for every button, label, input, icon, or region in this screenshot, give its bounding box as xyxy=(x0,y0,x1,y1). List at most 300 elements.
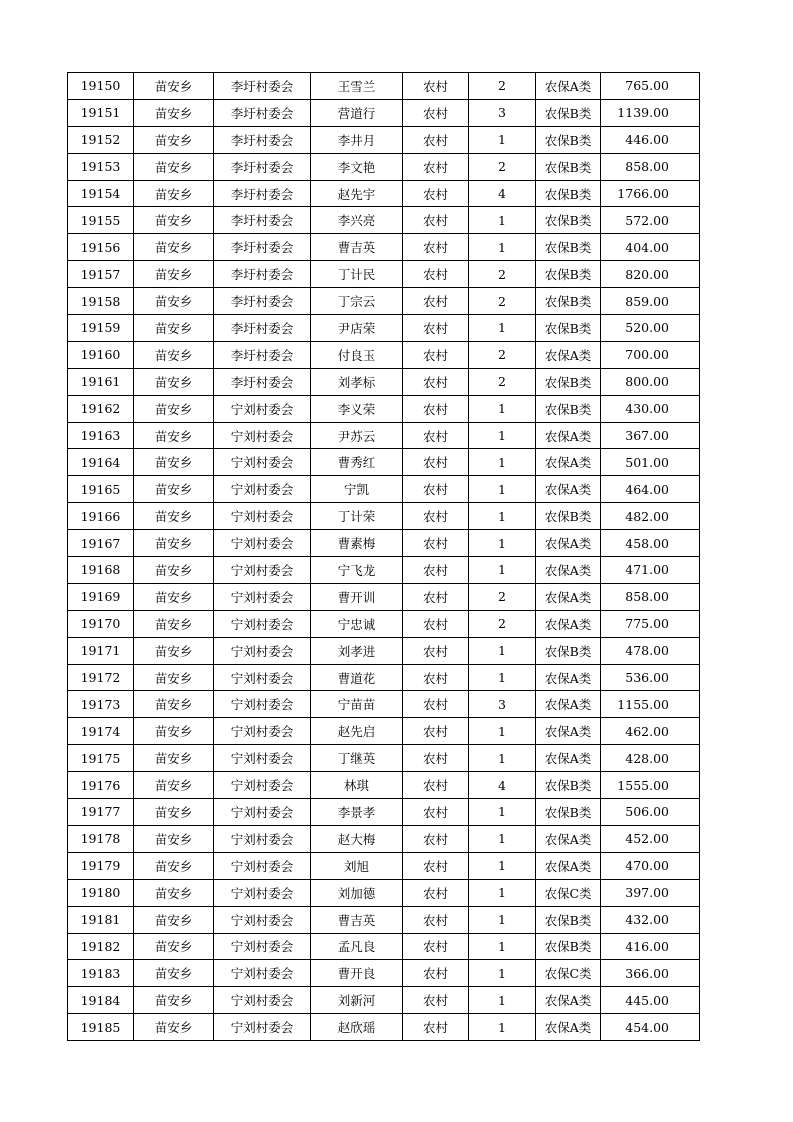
village-committee-cell: 李圩村委会 xyxy=(214,207,311,234)
record-id-cell: 19153 xyxy=(68,153,134,180)
insurance-category-cell: 农保B类 xyxy=(536,180,601,207)
table-row xyxy=(68,852,700,879)
village-committee-cell: 李圩村委会 xyxy=(214,288,311,315)
household-size-cell: 1 xyxy=(469,745,536,772)
insurance-category-cell: 农保C类 xyxy=(536,960,601,987)
table-row xyxy=(68,449,700,476)
name-cell: 尹苏云 xyxy=(311,422,403,449)
household-size-cell: 1 xyxy=(469,557,536,584)
table-row xyxy=(68,799,700,826)
household-size-cell: 1 xyxy=(469,718,536,745)
record-id-cell: 19169 xyxy=(68,583,134,610)
area-type-cell: 农村 xyxy=(403,772,469,799)
amount-cell: 430.00 xyxy=(601,395,700,422)
area-type-cell: 农村 xyxy=(403,906,469,933)
amount-cell: 775.00 xyxy=(601,610,700,637)
township-cell: 苗安乡 xyxy=(134,449,214,476)
name-cell: 曹道花 xyxy=(311,664,403,691)
household-size-cell: 3 xyxy=(469,691,536,718)
household-size-cell: 1 xyxy=(469,449,536,476)
amount-cell: 446.00 xyxy=(601,126,700,153)
village-committee-cell: 李圩村委会 xyxy=(214,73,311,100)
record-id-cell: 19163 xyxy=(68,422,134,449)
amount-cell: 478.00 xyxy=(601,637,700,664)
area-type-cell: 农村 xyxy=(403,368,469,395)
insurance-category-cell: 农保A类 xyxy=(536,557,601,584)
insurance-category-cell: 农保A类 xyxy=(536,987,601,1014)
record-id-cell: 19173 xyxy=(68,691,134,718)
area-type-cell: 农村 xyxy=(403,1014,469,1041)
record-id-cell: 19154 xyxy=(68,180,134,207)
insurance-category-cell: 农保A类 xyxy=(536,825,601,852)
household-size-cell: 1 xyxy=(469,960,536,987)
household-size-cell: 2 xyxy=(469,583,536,610)
record-id-cell: 19178 xyxy=(68,825,134,852)
amount-cell: 820.00 xyxy=(601,261,700,288)
table-row xyxy=(68,825,700,852)
name-cell: 林琪 xyxy=(311,772,403,799)
township-cell: 苗安乡 xyxy=(134,852,214,879)
household-size-cell: 2 xyxy=(469,153,536,180)
village-committee-cell: 宁刘村委会 xyxy=(214,476,311,503)
township-cell: 苗安乡 xyxy=(134,476,214,503)
area-type-cell: 农村 xyxy=(403,476,469,503)
table-row xyxy=(68,395,700,422)
household-size-cell: 2 xyxy=(469,261,536,288)
area-type-cell: 农村 xyxy=(403,987,469,1014)
village-committee-cell: 宁刘村委会 xyxy=(214,933,311,960)
name-cell: 宁忠诚 xyxy=(311,610,403,637)
village-committee-cell: 李圩村委会 xyxy=(214,99,311,126)
table-row xyxy=(68,557,700,584)
village-committee-cell: 宁刘村委会 xyxy=(214,772,311,799)
area-type-cell: 农村 xyxy=(403,288,469,315)
record-id-cell: 19167 xyxy=(68,530,134,557)
household-size-cell: 1 xyxy=(469,825,536,852)
name-cell: 丁继英 xyxy=(311,745,403,772)
household-size-cell: 1 xyxy=(469,1014,536,1041)
table-row xyxy=(68,664,700,691)
township-cell: 苗安乡 xyxy=(134,99,214,126)
area-type-cell: 农村 xyxy=(403,207,469,234)
amount-cell: 366.00 xyxy=(601,960,700,987)
insurance-category-cell: 农保A类 xyxy=(536,341,601,368)
township-cell: 苗安乡 xyxy=(134,395,214,422)
township-cell: 苗安乡 xyxy=(134,153,214,180)
household-size-cell: 1 xyxy=(469,637,536,664)
record-id-cell: 19150 xyxy=(68,73,134,100)
household-size-cell: 3 xyxy=(469,99,536,126)
township-cell: 苗安乡 xyxy=(134,207,214,234)
table-row xyxy=(68,960,700,987)
village-committee-cell: 李圩村委会 xyxy=(214,180,311,207)
village-committee-cell: 李圩村委会 xyxy=(214,341,311,368)
table-body xyxy=(68,73,700,1041)
household-size-cell: 2 xyxy=(469,610,536,637)
area-type-cell: 农村 xyxy=(403,530,469,557)
name-cell: 刘孝进 xyxy=(311,637,403,664)
table-row xyxy=(68,610,700,637)
table-row xyxy=(68,476,700,503)
village-committee-cell: 宁刘村委会 xyxy=(214,691,311,718)
record-id-cell: 19180 xyxy=(68,879,134,906)
insurance-category-cell: 农保B类 xyxy=(536,99,601,126)
township-cell: 苗安乡 xyxy=(134,315,214,342)
village-committee-cell: 宁刘村委会 xyxy=(214,610,311,637)
household-size-cell: 4 xyxy=(469,180,536,207)
village-committee-cell: 李圩村委会 xyxy=(214,153,311,180)
name-cell: 李义荣 xyxy=(311,395,403,422)
insurance-category-cell: 农保B类 xyxy=(536,799,601,826)
record-id-cell: 19164 xyxy=(68,449,134,476)
amount-cell: 367.00 xyxy=(601,422,700,449)
name-cell: 尹店荣 xyxy=(311,315,403,342)
record-id-cell: 19172 xyxy=(68,664,134,691)
household-size-cell: 1 xyxy=(469,799,536,826)
household-size-cell: 1 xyxy=(469,234,536,261)
table-row xyxy=(68,180,700,207)
amount-cell: 800.00 xyxy=(601,368,700,395)
name-cell: 曹开良 xyxy=(311,960,403,987)
township-cell: 苗安乡 xyxy=(134,1014,214,1041)
household-size-cell: 1 xyxy=(469,476,536,503)
area-type-cell: 农村 xyxy=(403,610,469,637)
village-committee-cell: 李圩村委会 xyxy=(214,126,311,153)
amount-cell: 470.00 xyxy=(601,852,700,879)
township-cell: 苗安乡 xyxy=(134,530,214,557)
name-cell: 刘旭 xyxy=(311,852,403,879)
insurance-category-cell: 农保B类 xyxy=(536,368,601,395)
insurance-category-cell: 农保B类 xyxy=(536,234,601,261)
record-id-cell: 19177 xyxy=(68,799,134,826)
township-cell: 苗安乡 xyxy=(134,180,214,207)
amount-cell: 432.00 xyxy=(601,906,700,933)
village-committee-cell: 宁刘村委会 xyxy=(214,637,311,664)
area-type-cell: 农村 xyxy=(403,315,469,342)
village-committee-cell: 宁刘村委会 xyxy=(214,987,311,1014)
insurance-category-cell: 农保A类 xyxy=(536,1014,601,1041)
record-id-cell: 19160 xyxy=(68,341,134,368)
village-committee-cell: 宁刘村委会 xyxy=(214,503,311,530)
record-id-cell: 19156 xyxy=(68,234,134,261)
township-cell: 苗安乡 xyxy=(134,691,214,718)
area-type-cell: 农村 xyxy=(403,583,469,610)
record-id-cell: 19165 xyxy=(68,476,134,503)
village-committee-cell: 宁刘村委会 xyxy=(214,395,311,422)
area-type-cell: 农村 xyxy=(403,691,469,718)
insurance-category-cell: 农保B类 xyxy=(536,261,601,288)
village-committee-cell: 宁刘村委会 xyxy=(214,960,311,987)
record-id-cell: 19181 xyxy=(68,906,134,933)
household-size-cell: 1 xyxy=(469,395,536,422)
table-row xyxy=(68,99,700,126)
name-cell: 丁宗云 xyxy=(311,288,403,315)
area-type-cell: 农村 xyxy=(403,960,469,987)
amount-cell: 452.00 xyxy=(601,825,700,852)
village-committee-cell: 李圩村委会 xyxy=(214,368,311,395)
name-cell: 丁计荣 xyxy=(311,503,403,530)
record-id-cell: 19158 xyxy=(68,288,134,315)
name-cell: 丁计民 xyxy=(311,261,403,288)
insurance-category-cell: 农保A类 xyxy=(536,852,601,879)
village-committee-cell: 宁刘村委会 xyxy=(214,583,311,610)
amount-cell: 416.00 xyxy=(601,933,700,960)
table-row xyxy=(68,530,700,557)
insurance-category-cell: 农保A类 xyxy=(536,664,601,691)
household-size-cell: 1 xyxy=(469,422,536,449)
amount-cell: 501.00 xyxy=(601,449,700,476)
table-row xyxy=(68,503,700,530)
area-type-cell: 农村 xyxy=(403,503,469,530)
township-cell: 苗安乡 xyxy=(134,288,214,315)
insurance-category-cell: 农保B类 xyxy=(536,315,601,342)
amount-cell: 506.00 xyxy=(601,799,700,826)
township-cell: 苗安乡 xyxy=(134,610,214,637)
village-committee-cell: 宁刘村委会 xyxy=(214,906,311,933)
amount-cell: 859.00 xyxy=(601,288,700,315)
area-type-cell: 农村 xyxy=(403,557,469,584)
household-size-cell: 2 xyxy=(469,368,536,395)
area-type-cell: 农村 xyxy=(403,180,469,207)
record-id-cell: 19161 xyxy=(68,368,134,395)
township-cell: 苗安乡 xyxy=(134,664,214,691)
table-row xyxy=(68,745,700,772)
name-cell: 赵欣瑶 xyxy=(311,1014,403,1041)
record-id-cell: 19152 xyxy=(68,126,134,153)
name-cell: 王雪兰 xyxy=(311,73,403,100)
name-cell: 李景孝 xyxy=(311,799,403,826)
township-cell: 苗安乡 xyxy=(134,126,214,153)
record-id-cell: 19170 xyxy=(68,610,134,637)
amount-cell: 1555.00 xyxy=(601,772,700,799)
insurance-category-cell: 农保B类 xyxy=(536,906,601,933)
table-row xyxy=(68,637,700,664)
area-type-cell: 农村 xyxy=(403,126,469,153)
township-cell: 苗安乡 xyxy=(134,73,214,100)
record-id-cell: 19151 xyxy=(68,99,134,126)
table-row xyxy=(68,718,700,745)
name-cell: 宁苗苗 xyxy=(311,691,403,718)
table-row xyxy=(68,288,700,315)
record-id-cell: 19179 xyxy=(68,852,134,879)
insurance-category-cell: 农保B类 xyxy=(536,503,601,530)
village-committee-cell: 宁刘村委会 xyxy=(214,745,311,772)
area-type-cell: 农村 xyxy=(403,153,469,180)
township-cell: 苗安乡 xyxy=(134,341,214,368)
record-id-cell: 19175 xyxy=(68,745,134,772)
township-cell: 苗安乡 xyxy=(134,825,214,852)
table-row xyxy=(68,341,700,368)
insurance-category-cell: 农保A类 xyxy=(536,610,601,637)
village-committee-cell: 李圩村委会 xyxy=(214,315,311,342)
table-row xyxy=(68,153,700,180)
name-cell: 刘新河 xyxy=(311,987,403,1014)
record-id-cell: 19162 xyxy=(68,395,134,422)
table-row xyxy=(68,234,700,261)
amount-cell: 536.00 xyxy=(601,664,700,691)
name-cell: 曹吉英 xyxy=(311,906,403,933)
household-size-cell: 1 xyxy=(469,315,536,342)
amount-cell: 445.00 xyxy=(601,987,700,1014)
township-cell: 苗安乡 xyxy=(134,503,214,530)
name-cell: 付良玉 xyxy=(311,341,403,368)
village-committee-cell: 宁刘村委会 xyxy=(214,825,311,852)
table-row xyxy=(68,207,700,234)
household-size-cell: 2 xyxy=(469,341,536,368)
village-committee-cell: 宁刘村委会 xyxy=(214,852,311,879)
insurance-category-cell: 农保B类 xyxy=(536,637,601,664)
amount-cell: 464.00 xyxy=(601,476,700,503)
name-cell: 曹素梅 xyxy=(311,530,403,557)
table-row xyxy=(68,879,700,906)
area-type-cell: 农村 xyxy=(403,799,469,826)
amount-cell: 454.00 xyxy=(601,1014,700,1041)
name-cell: 曹秀红 xyxy=(311,449,403,476)
table-row xyxy=(68,261,700,288)
insurance-category-cell: 农保B类 xyxy=(536,288,601,315)
household-size-cell: 1 xyxy=(469,503,536,530)
insurance-category-cell: 农保B类 xyxy=(536,772,601,799)
name-cell: 刘加德 xyxy=(311,879,403,906)
insurance-category-cell: 农保A类 xyxy=(536,691,601,718)
township-cell: 苗安乡 xyxy=(134,718,214,745)
amount-cell: 1139.00 xyxy=(601,99,700,126)
area-type-cell: 农村 xyxy=(403,422,469,449)
household-size-cell: 1 xyxy=(469,852,536,879)
name-cell: 宁飞龙 xyxy=(311,557,403,584)
amount-cell: 458.00 xyxy=(601,530,700,557)
household-size-cell: 1 xyxy=(469,126,536,153)
table-row xyxy=(68,315,700,342)
record-id-cell: 19183 xyxy=(68,960,134,987)
township-cell: 苗安乡 xyxy=(134,234,214,261)
table-row xyxy=(68,772,700,799)
village-committee-cell: 李圩村委会 xyxy=(214,234,311,261)
insurance-category-cell: 农保A类 xyxy=(536,422,601,449)
amount-cell: 471.00 xyxy=(601,557,700,584)
insurance-category-cell: 农保A类 xyxy=(536,583,601,610)
record-id-cell: 19157 xyxy=(68,261,134,288)
name-cell: 曹开训 xyxy=(311,583,403,610)
insurance-category-cell: 农保B类 xyxy=(536,395,601,422)
area-type-cell: 农村 xyxy=(403,99,469,126)
village-committee-cell: 宁刘村委会 xyxy=(214,718,311,745)
area-type-cell: 农村 xyxy=(403,341,469,368)
township-cell: 苗安乡 xyxy=(134,583,214,610)
insurance-category-cell: 农保A类 xyxy=(536,718,601,745)
village-committee-cell: 宁刘村委会 xyxy=(214,879,311,906)
table-row xyxy=(68,906,700,933)
area-type-cell: 农村 xyxy=(403,395,469,422)
area-type-cell: 农村 xyxy=(403,664,469,691)
amount-cell: 520.00 xyxy=(601,315,700,342)
record-id-cell: 19168 xyxy=(68,557,134,584)
amount-cell: 462.00 xyxy=(601,718,700,745)
household-size-cell: 1 xyxy=(469,879,536,906)
record-id-cell: 19174 xyxy=(68,718,134,745)
township-cell: 苗安乡 xyxy=(134,799,214,826)
name-cell: 李井月 xyxy=(311,126,403,153)
township-cell: 苗安乡 xyxy=(134,987,214,1014)
township-cell: 苗安乡 xyxy=(134,637,214,664)
township-cell: 苗安乡 xyxy=(134,422,214,449)
township-cell: 苗安乡 xyxy=(134,368,214,395)
village-committee-cell: 宁刘村委会 xyxy=(214,664,311,691)
insurance-category-cell: 农保B类 xyxy=(536,933,601,960)
township-cell: 苗安乡 xyxy=(134,933,214,960)
amount-cell: 404.00 xyxy=(601,234,700,261)
area-type-cell: 农村 xyxy=(403,825,469,852)
table-row xyxy=(68,368,700,395)
amount-cell: 765.00 xyxy=(601,73,700,100)
name-cell: 李文艳 xyxy=(311,153,403,180)
area-type-cell: 农村 xyxy=(403,718,469,745)
township-cell: 苗安乡 xyxy=(134,772,214,799)
township-cell: 苗安乡 xyxy=(134,960,214,987)
insurance-category-cell: 农保A类 xyxy=(536,449,601,476)
household-size-cell: 1 xyxy=(469,664,536,691)
insurance-category-cell: 农保C类 xyxy=(536,879,601,906)
insurance-category-cell: 农保A类 xyxy=(536,476,601,503)
table-row xyxy=(68,73,700,100)
table-row xyxy=(68,987,700,1014)
household-size-cell: 2 xyxy=(469,288,536,315)
township-cell: 苗安乡 xyxy=(134,261,214,288)
village-committee-cell: 宁刘村委会 xyxy=(214,422,311,449)
household-size-cell: 1 xyxy=(469,906,536,933)
table-row xyxy=(68,583,700,610)
name-cell: 赵先启 xyxy=(311,718,403,745)
village-committee-cell: 宁刘村委会 xyxy=(214,530,311,557)
record-id-cell: 19171 xyxy=(68,637,134,664)
area-type-cell: 农村 xyxy=(403,234,469,261)
name-cell: 宁凯 xyxy=(311,476,403,503)
village-committee-cell: 宁刘村委会 xyxy=(214,557,311,584)
name-cell: 李兴亮 xyxy=(311,207,403,234)
record-id-cell: 19159 xyxy=(68,315,134,342)
area-type-cell: 农村 xyxy=(403,73,469,100)
name-cell: 赵大梅 xyxy=(311,825,403,852)
village-committee-cell: 宁刘村委会 xyxy=(214,1014,311,1041)
household-size-cell: 1 xyxy=(469,987,536,1014)
name-cell: 孟凡良 xyxy=(311,933,403,960)
amount-cell: 397.00 xyxy=(601,879,700,906)
table-row xyxy=(68,1014,700,1041)
amount-cell: 1766.00 xyxy=(601,180,700,207)
area-type-cell: 农村 xyxy=(403,449,469,476)
record-id-cell: 19166 xyxy=(68,503,134,530)
village-committee-cell: 宁刘村委会 xyxy=(214,449,311,476)
amount-cell: 858.00 xyxy=(601,583,700,610)
name-cell: 曹吉英 xyxy=(311,234,403,261)
area-type-cell: 农村 xyxy=(403,852,469,879)
household-size-cell: 1 xyxy=(469,530,536,557)
name-cell: 刘孝标 xyxy=(311,368,403,395)
amount-cell: 1155.00 xyxy=(601,691,700,718)
record-id-cell: 19182 xyxy=(68,933,134,960)
amount-cell: 700.00 xyxy=(601,341,700,368)
household-size-cell: 4 xyxy=(469,772,536,799)
record-id-cell: 19155 xyxy=(68,207,134,234)
township-cell: 苗安乡 xyxy=(134,557,214,584)
area-type-cell: 农村 xyxy=(403,745,469,772)
table-row xyxy=(68,933,700,960)
insurance-category-cell: 农保A类 xyxy=(536,530,601,557)
insurance-category-cell: 农保B类 xyxy=(536,207,601,234)
household-size-cell: 2 xyxy=(469,73,536,100)
amount-cell: 428.00 xyxy=(601,745,700,772)
insurance-category-cell: 农保A类 xyxy=(536,73,601,100)
